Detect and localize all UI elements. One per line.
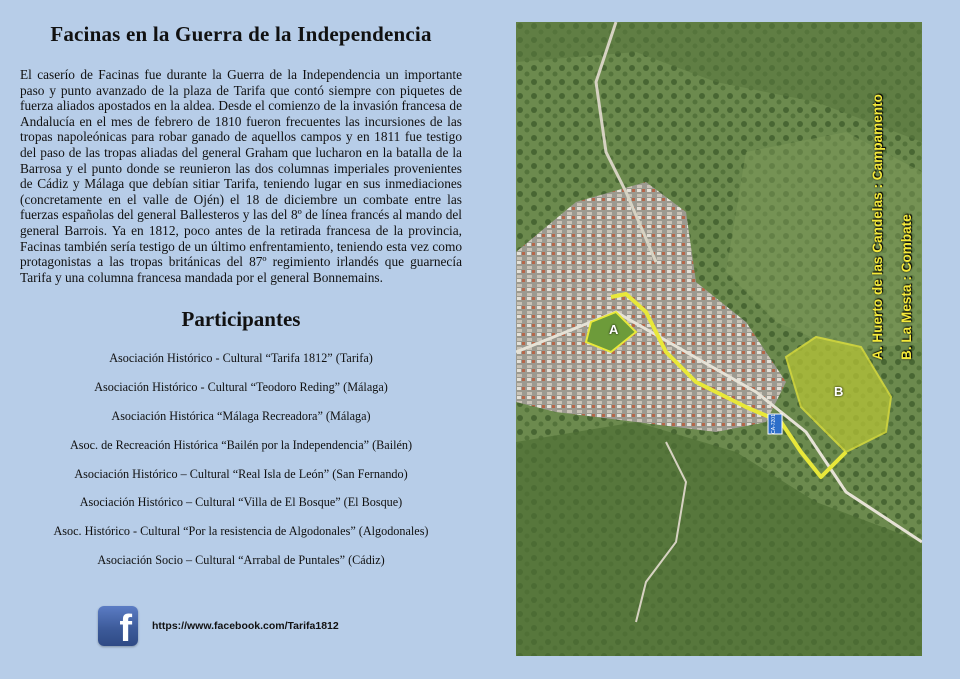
marker-a: A: [609, 322, 619, 337]
aerial-map: [516, 22, 922, 656]
road-sign: CA-7201: [771, 414, 777, 434]
facebook-glyph: f: [119, 608, 132, 650]
participant-item: Asociación Socio – Cultural “Arrabal de Puntales” (Cádiz): [97, 552, 385, 567]
participants-list: [20, 344, 462, 574]
participants-title: Participantes: [181, 307, 301, 332]
participant-item: Asociación Histórico - Cultural “Teodoro Reding” (Málaga): [94, 380, 388, 395]
history-paragraph: El caserío de Facinas fue durante la Guerra de la Independencia un importante paso y punto avanzado de la plaza de Tarifa que contó siempre con piquetes de fuerza aliados apostados en la aldea. Desde el comienzo de la invasión francesa de Andalucía en el mes de febrero de 1810 fueron frecuentes las incursiones de las tropas napoleónicas para robar ganado de aquellos campos y en 1811 fue testigo del paso de las tropas aliadas del general Graham que lucharon en la batalla de la Barrosa y el punto donde se reunieron las dos columnas imperiales provenientes de Cádiz y Málaga que debían sitiar Tarifa, teniendo lugar en sus inmediaciones (concretamente en el valle de Ojén) el 18 de diciembre un combate entre las fuerzas españolas del general Ballesteros y las del 8º de línea francés al mando del general Barrois. Ya en 1812, poco antes de la retirada francesa de la provincia, Facinas también sería testigo de un último enfrentamiento, teniendo esta vez como protagonistas a las tropas británicas del 87º regimiento irlandés que guarnecía Tarifa y una columna francesa mandada por el general Bonnemains.: [20, 67, 462, 285]
legend-a-text: A. Huerto de las Candelas : Campamento: [870, 94, 885, 360]
footer: [98, 606, 339, 650]
legend-b: [897, 50, 917, 360]
facebook-icon[interactable]: [98, 606, 138, 650]
legend-b-text: B. La Mesta : Combate: [899, 214, 914, 360]
participant-item: Asociación Histórico – Cultural “Real Isla de León” (San Fernando): [74, 466, 408, 481]
participant-item: Asociación Histórico – Cultural “Villa de El Bosque” (El Bosque): [79, 495, 403, 510]
legend-a: [868, 30, 888, 360]
participant-item: Asoc. Histórico - Cultural “Por la resistencia de Algodonales” (Algodonales): [53, 524, 429, 539]
page-title: Facinas en la Guerra de la Independencia: [50, 22, 432, 46]
participant-item: Asoc. de Recreación Histórica “Bailén por la Independencia” (Bailén): [69, 437, 413, 452]
participant-item: Asociación Histórica “Málaga Recreadora” (Málaga): [111, 408, 371, 423]
marker-b: B: [834, 384, 844, 399]
text-panel: [20, 22, 462, 662]
participant-item: Asociación Histórico - Cultural “Tarifa 1812” (Tarifa): [109, 351, 373, 366]
map-image: [516, 22, 922, 656]
facebook-link[interactable]: https://www.facebook.com/Tarifa1812: [152, 620, 339, 632]
